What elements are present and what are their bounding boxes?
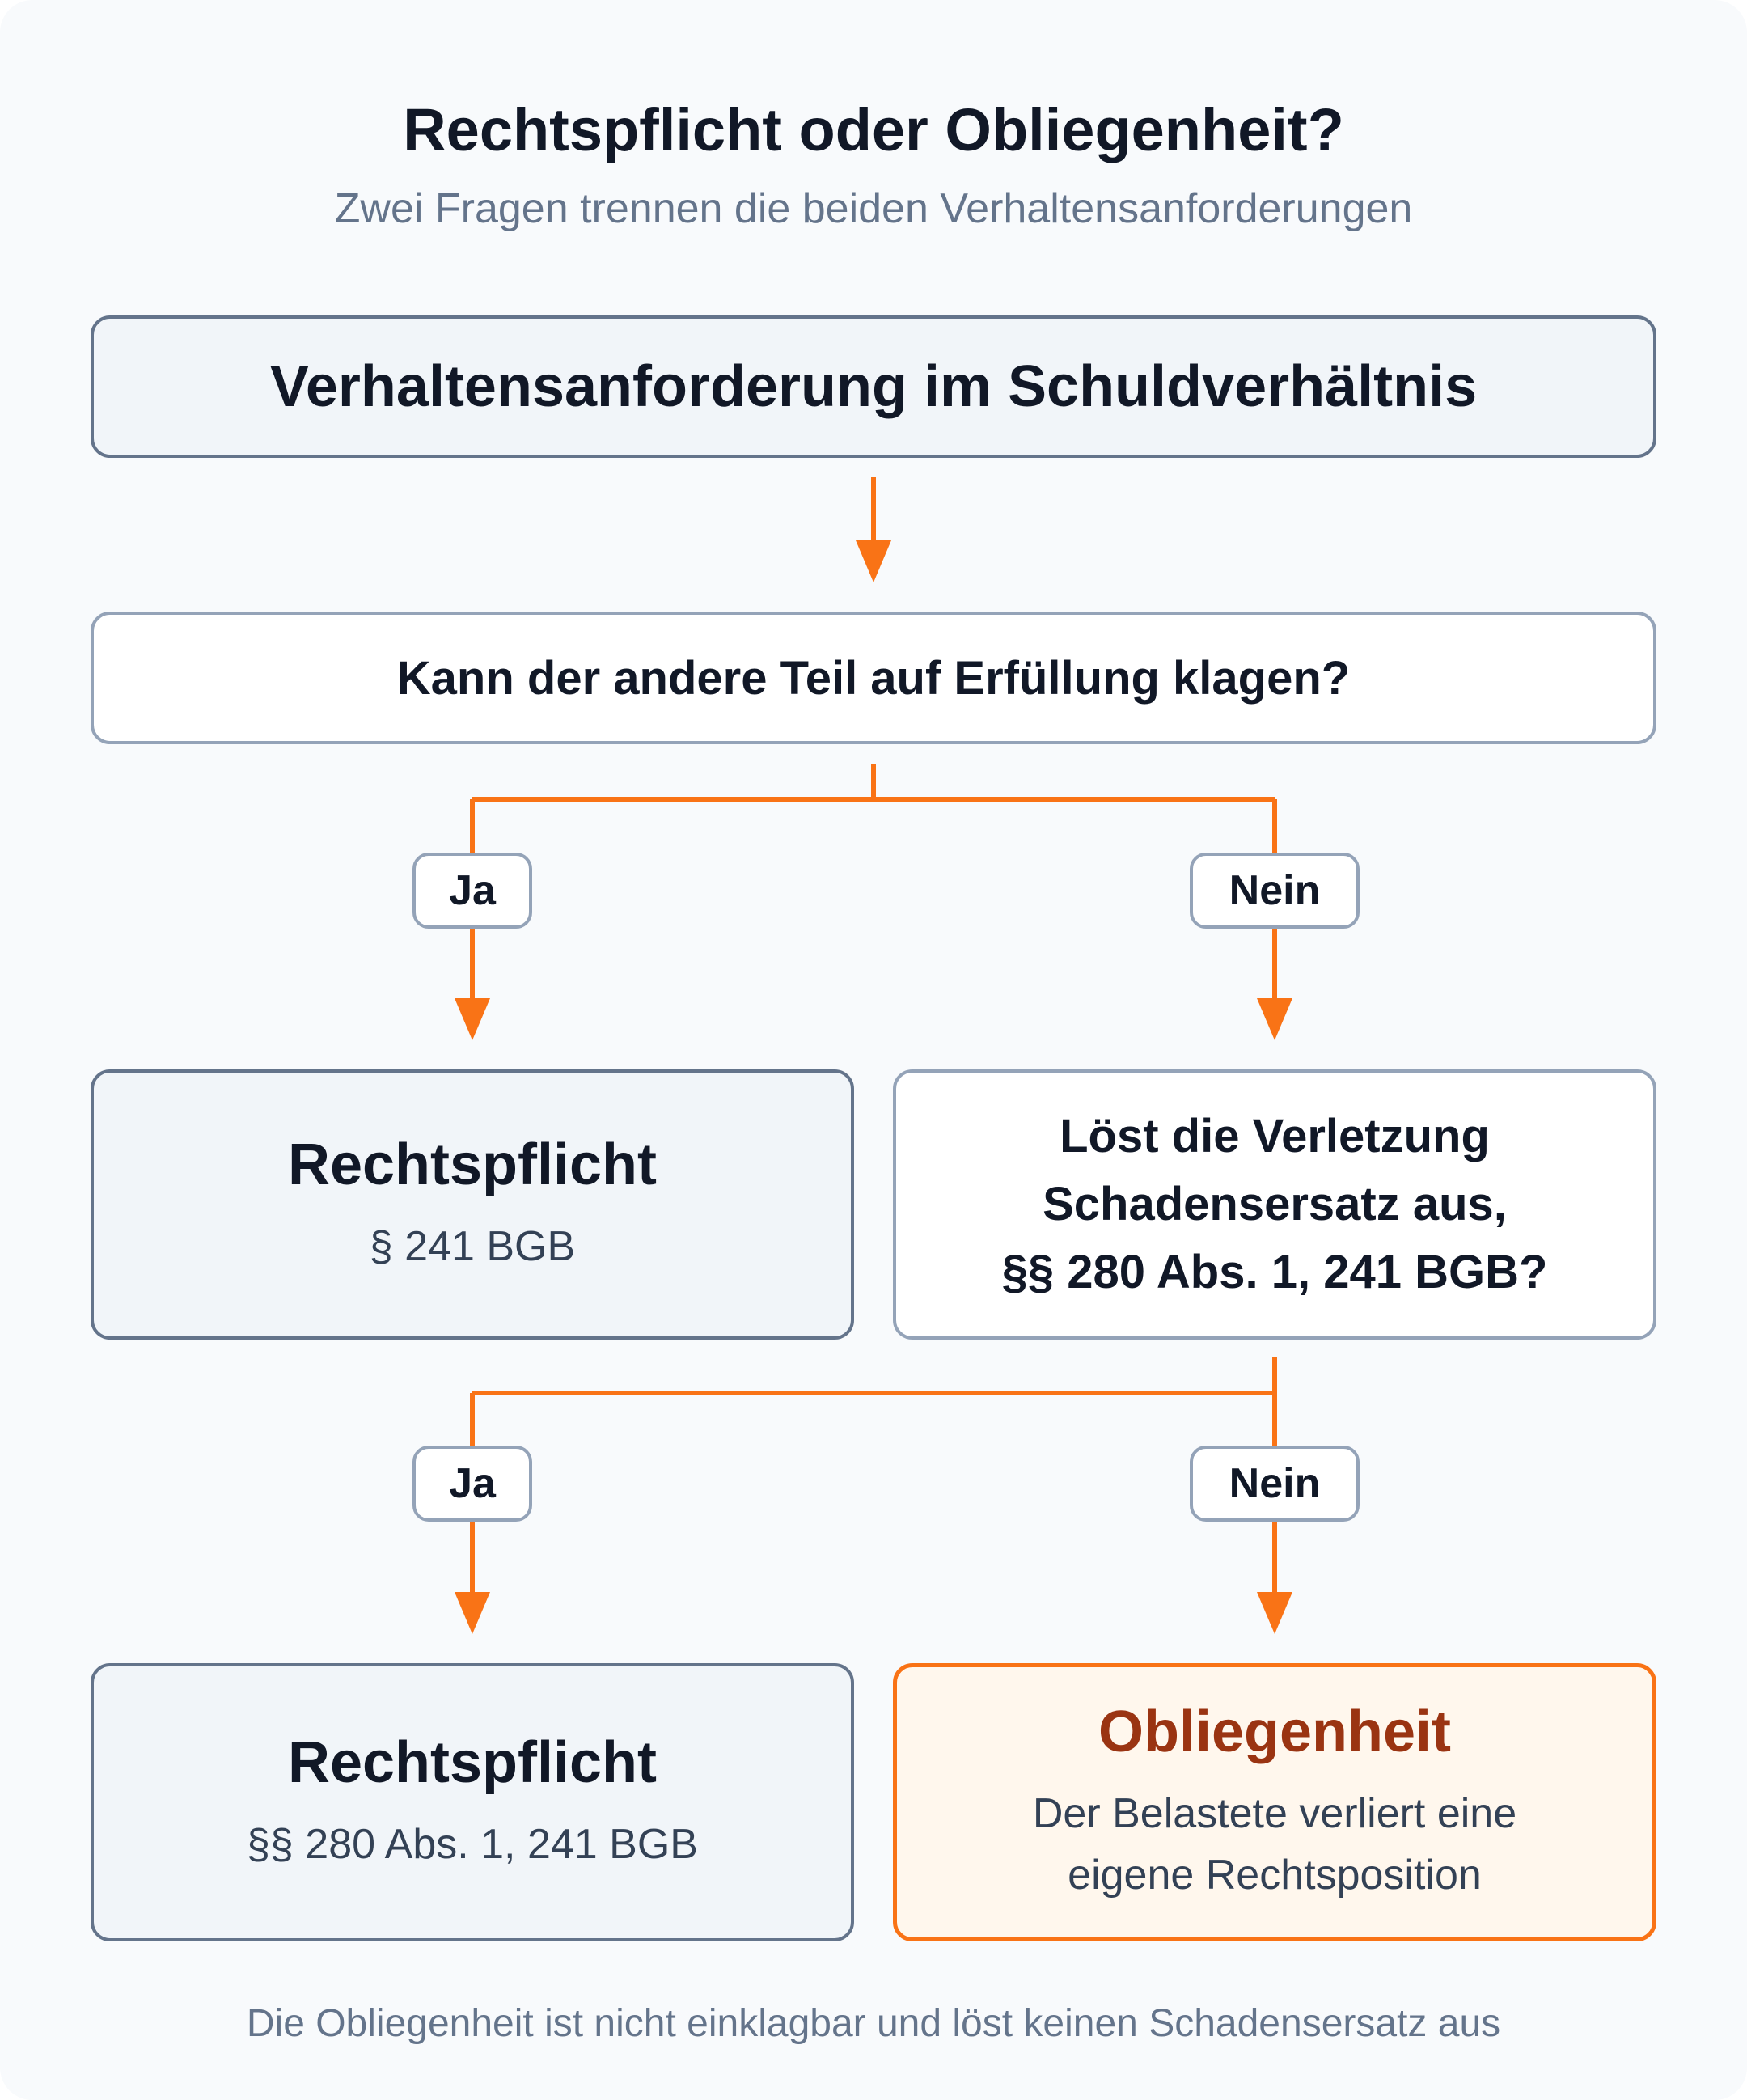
result-obliegenheit	[893, 1663, 1656, 1941]
arrowhead-q2	[1257, 998, 1292, 1040]
question-2-line-3: §§ 280 Abs. 1, 241 BGB?	[1001, 1246, 1548, 1298]
edge-label-q2-yes: Ja	[412, 1446, 532, 1522]
start-node-label: Verhaltensanforderung im Schuldverhältnis	[269, 354, 1478, 419]
result-rechtspflicht-2	[91, 1663, 854, 1941]
arrowhead-result3	[1257, 1592, 1292, 1634]
result-3-subtitle-line-1: Der Belastete verliert eine	[1032, 1790, 1517, 1837]
result-3-subtitle	[1033, 1783, 1516, 1906]
question-2-line-2: Schadensersatz aus,	[1043, 1178, 1507, 1230]
edge-label-q1-no: Nein	[1190, 853, 1360, 929]
question-2-node	[893, 1069, 1656, 1340]
arrowhead-result1	[455, 998, 490, 1040]
page-title: Rechtspflicht oder Obliegenheit?	[403, 96, 1344, 163]
edge-label-q2-no: Nein	[1190, 1446, 1360, 1522]
result-2-title: Rechtspflicht	[287, 1730, 658, 1795]
edge-label-q1-yes: Ja	[412, 853, 532, 929]
question-1-label: Kann der andere Teil auf Erfüllung klagen?	[396, 651, 1351, 705]
arrowhead-result2	[455, 1592, 490, 1634]
result-3-subtitle-line-2: eigene Rechtsposition	[1068, 1852, 1482, 1899]
footer-note: Die Obliegenheit ist nicht einklagbar und löst keinen Schadensersatz aus	[246, 2002, 1501, 2045]
page-subtitle: Zwei Fragen trennen die beiden Verhaltensanforderungen	[334, 185, 1413, 232]
result-3-title: Obliegenheit	[1098, 1700, 1452, 1764]
question-2-line-1: Löst die Verletzung	[1060, 1110, 1490, 1162]
result-1-title: Rechtspflicht	[287, 1133, 658, 1197]
edge-q1-branch	[472, 764, 1275, 853]
edge-q2-branch	[472, 1357, 1275, 1446]
arrowhead-q1	[856, 540, 891, 582]
result-2-subtitle: §§ 280 Abs. 1, 241 BGB	[247, 1821, 698, 1868]
result-rechtspflicht-1	[91, 1069, 854, 1340]
start-node	[91, 315, 1656, 458]
result-1-subtitle: § 241 BGB	[369, 1223, 576, 1270]
question-1-node	[91, 612, 1656, 744]
